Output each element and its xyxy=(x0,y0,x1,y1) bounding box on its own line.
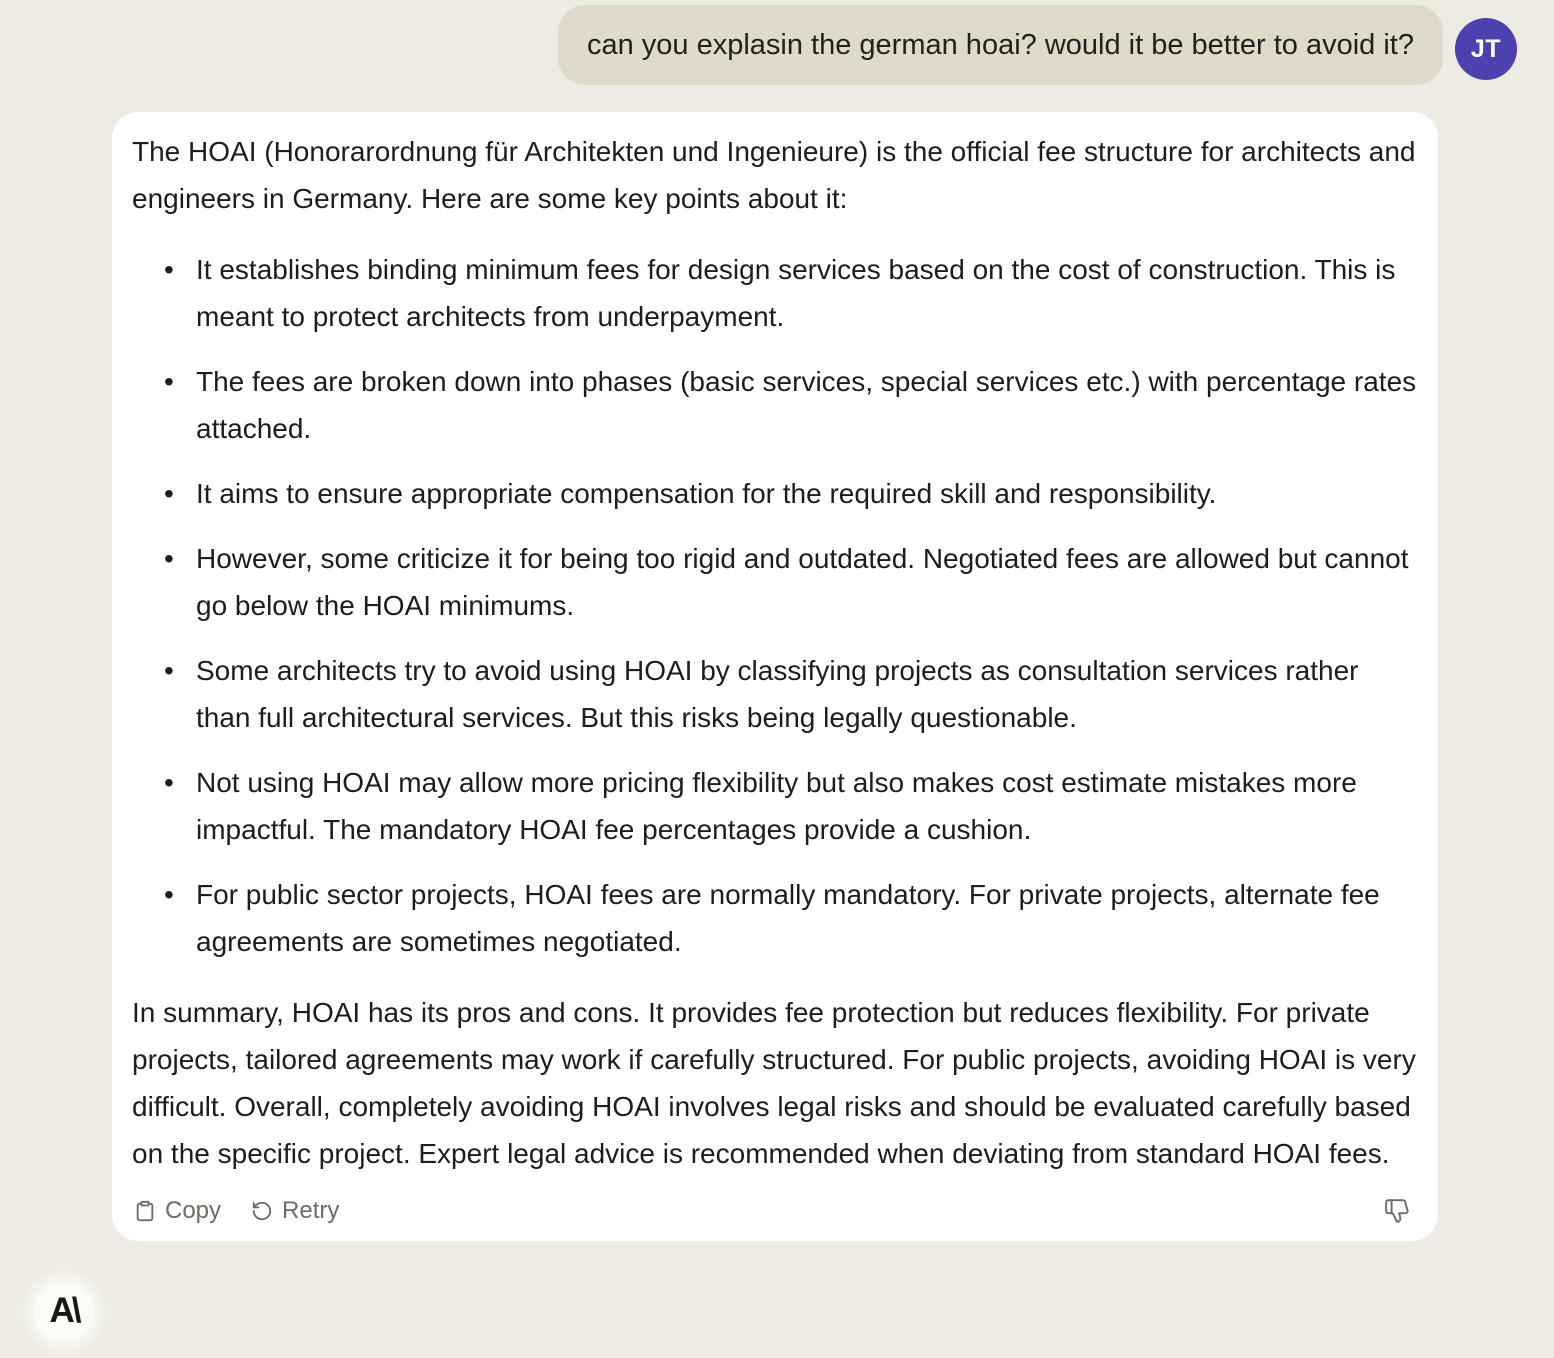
user-message-text: can you explasin the german hoai? would it be better to avoid it? xyxy=(586,29,1414,61)
rotate-ccw-icon xyxy=(251,1200,273,1222)
assistant-bullet-list xyxy=(132,246,1418,965)
bullet-item: • It aims to ensure appropriate compensation for the required skill and responsibility. xyxy=(196,470,1418,517)
clipboard-icon xyxy=(134,1200,156,1222)
bullet-item: • The fees are broken down into phases (basic services, special services etc.) with percentage rates attached. xyxy=(196,358,1418,452)
copy-button[interactable] xyxy=(132,1195,223,1227)
bullet-item: • However, some criticize it for being too rigid and outdated. Negotiated fees are allowed but cannot go below the HOAI minimums. xyxy=(196,535,1418,629)
anthropic-logo-icon: A\ xyxy=(49,1291,79,1330)
user-message-row xyxy=(558,5,1517,85)
retry-button-label: Retry xyxy=(282,1197,340,1224)
retry-button[interactable] xyxy=(249,1195,341,1227)
bullet-item: • It establishes binding minimum fees for design services based on the cost of construction. This is meant to protect architects from underpayment. xyxy=(196,246,1418,340)
assistant-summary-paragraph: In summary, HOAI has its pros and cons. It provides fee protection but reduces flexibility. For private projects, tailored agreements may work if carefully structured. For public projects, avoiding HOAI is very difficult. Overall, completely avoiding HOAI involves legal risks and should be evaluated carefully based on the specific project. Expert legal advice is recommended when deviating from standard HOAI fees. xyxy=(132,997,1416,1169)
message-action-bar xyxy=(132,1191,1418,1231)
copy-button-label: Copy xyxy=(165,1197,222,1224)
bullet-item: • Some architects try to avoid using HOAI by classifying projects as consultation services rather than full architectural services. But this risks being legally questionable. xyxy=(196,647,1418,741)
thumbs-down-button[interactable] xyxy=(1382,1196,1412,1226)
assistant-intro-paragraph: The HOAI (Honorarordnung für Architekten und Ingenieure) is the official fee structure for architects and engineers in Germany. Here are some key points about it: xyxy=(132,136,1416,214)
bullet-item: • For public sector projects, HOAI fees are normally mandatory. For private projects, alternate fee agreements are sometimes negotiated. xyxy=(196,871,1418,965)
assistant-avatar xyxy=(34,1282,94,1342)
assistant-message-card xyxy=(112,112,1438,1241)
user-message-bubble xyxy=(558,5,1443,85)
thumbs-down-icon xyxy=(1384,1198,1410,1224)
bullet-item: • Not using HOAI may allow more pricing flexibility but also makes cost estimate mistakes more impactful. The mandatory HOAI fee percentages provide a cushion. xyxy=(196,759,1418,853)
user-avatar[interactable]: JT xyxy=(1455,18,1517,80)
